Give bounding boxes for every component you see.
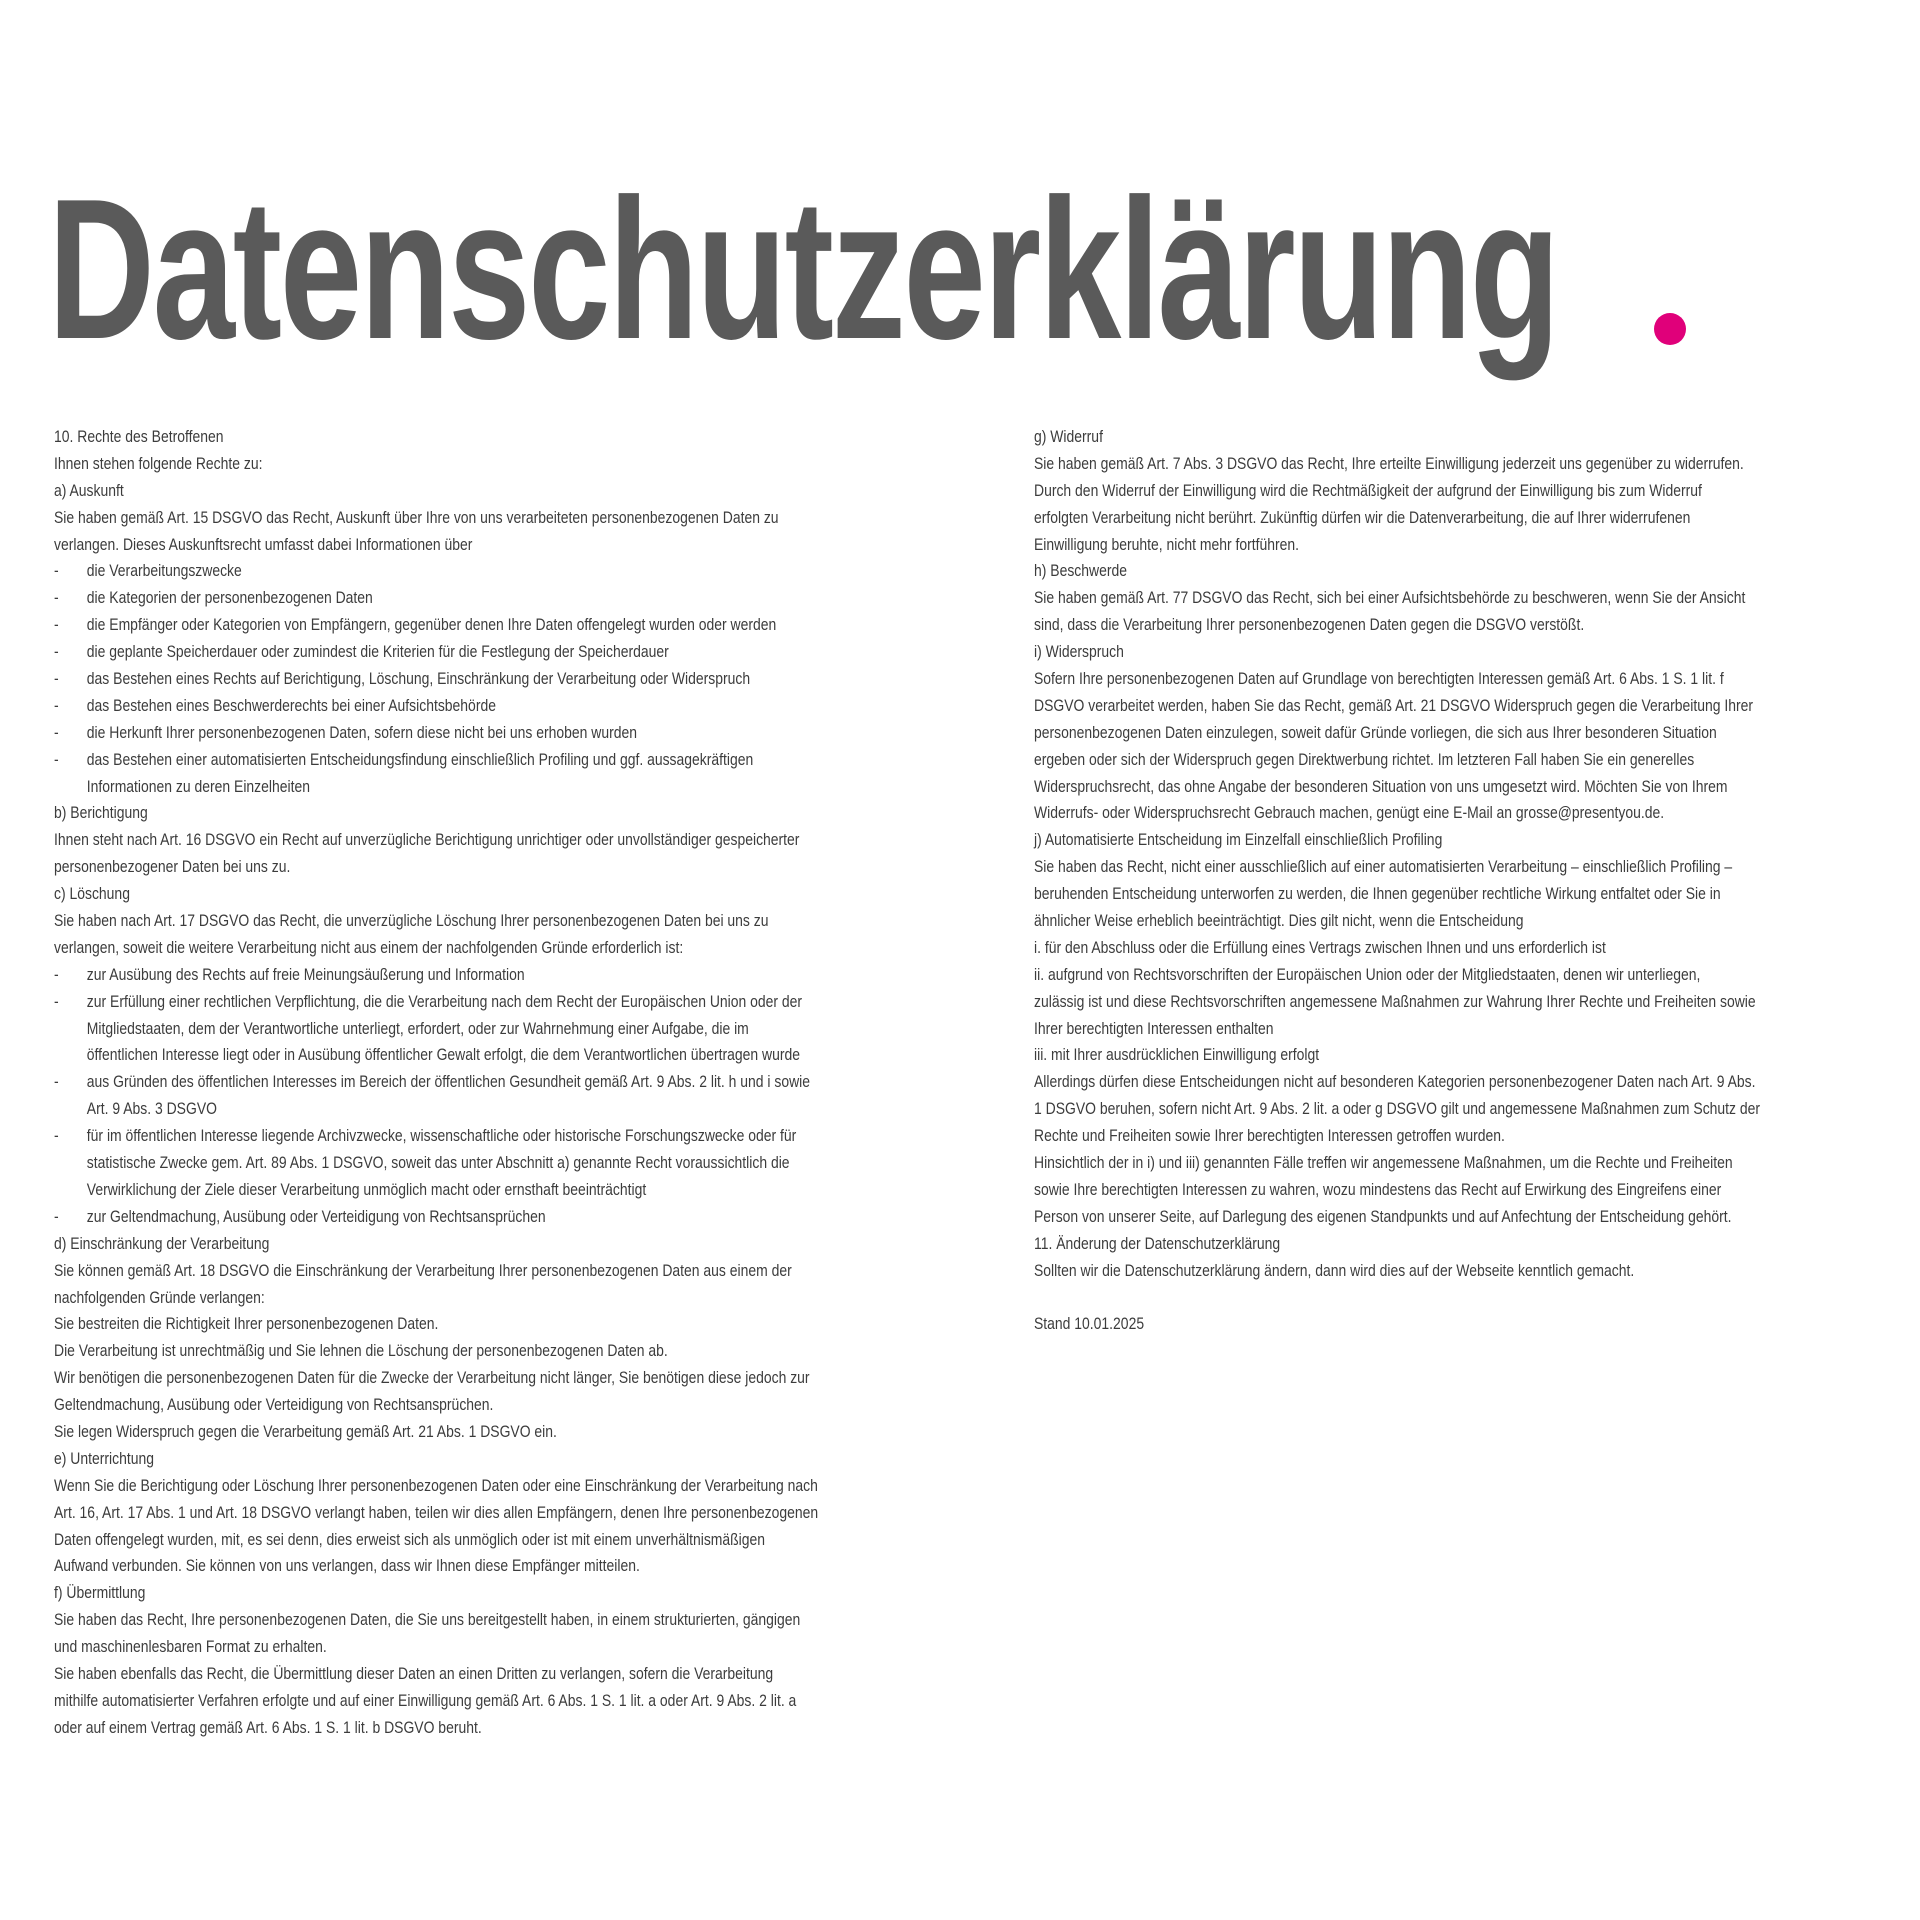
- text-line: Sie haben gemäß Art. 15 DSGVO das Recht, Auskunft über Ihre von uns verarbeiteten personenbezogenen Daten zu: [54, 507, 779, 527]
- list-item-text: das Bestehen einer automatisierten Entscheidungsfindung einschließlich Profiling und ggf. aussagekräftigen: [86, 749, 754, 769]
- list-item: [54, 747, 979, 774]
- bullet-dash: -: [54, 991, 59, 1011]
- bullet-dash: -: [54, 588, 59, 608]
- text-line: Sie bestreiten die Richtigkeit Ihrer personenbezogenen Daten.: [54, 1314, 439, 1334]
- right-text-column: [1034, 424, 1885, 1338]
- list-item-text: die Verarbeitungszwecke: [86, 561, 242, 581]
- text-line: g) Widerruf: [1034, 427, 1103, 446]
- accent-dot: [1654, 313, 1686, 345]
- text-line: verlangen, soweit die weitere Verarbeitung nicht aus einem der nachfolgenden Gründe erforderlich ist:: [54, 937, 684, 957]
- text-line: Sollten wir die Datenschutzerklärung ändern, dann wird dies auf der Webseite kenntlich gemacht.: [1034, 1260, 1635, 1280]
- text-line: zulässig ist und diese Rechtsvorschriften angemessene Maßnahmen zur Wahrung Ihrer Rechte und Freiheiten sowie: [1034, 991, 1756, 1011]
- list-item-continuation: Verwirklichung der Ziele dieser Verarbeitung unmöglich macht oder ernsthaft beeinträchtigt: [86, 1179, 647, 1199]
- text-line: Rechte und Freiheiten sowie Ihrer berechtigten Interessen getroffen wurden.: [1034, 1126, 1505, 1146]
- list-item: [54, 693, 979, 720]
- list-item-text: das Bestehen eines Beschwerderechts bei einer Aufsichtsbehörde: [86, 695, 496, 715]
- bullet-dash: -: [54, 695, 59, 715]
- text-line: Aufwand verbunden. Sie können von uns verlangen, dass wir Ihnen diese Empfänger mitteilen.: [54, 1556, 640, 1576]
- list-item: [54, 666, 979, 693]
- text-line: Sie haben ebenfalls das Recht, die Übermittlung dieser Daten an einen Dritten zu verlangen, sofern die Verarbeitung: [54, 1663, 774, 1683]
- text-line: iii. mit Ihrer ausdrücklichen Einwilligung erfolgt: [1034, 1045, 1320, 1065]
- text-line: a) Auskunft: [54, 480, 124, 500]
- text-line: i. für den Abschluss oder die Erfüllung eines Vertrags zwischen Ihnen und uns erforderlich ist: [1034, 937, 1606, 957]
- list-item-text: die geplante Speicherdauer oder zumindest die Kriterien für die Festlegung der Speicherdauer: [86, 642, 669, 662]
- text-line: Person von unserer Seite, auf Darlegung des eigenen Standpunkts und auf Anfechtung der Entscheidung gehört.: [1034, 1206, 1732, 1226]
- text-line: Durch den Widerruf der Einwilligung wird die Rechtmäßigkeit der aufgrund der Einwilligung bis zum Widerruf: [1034, 480, 1702, 500]
- list-item-continuation: statistische Zwecke gem. Art. 89 Abs. 1 DSGVO, soweit das unter Abschnitt a) genannte Recht voraussichtlich die: [86, 1153, 790, 1173]
- text-line: Sie können gemäß Art. 18 DSGVO die Einschränkung der Verarbeitung Ihrer personenbezogenen Daten aus einem der: [54, 1260, 792, 1280]
- text-line: 11. Änderung der Datenschutzerklärung: [1034, 1233, 1281, 1253]
- bullet-dash: -: [54, 615, 59, 635]
- text-line: erfolgten Verarbeitung nicht berührt. Zukünftig dürfen wir die Datenverarbeitung, die auf Ihrer widerrufenen: [1034, 507, 1691, 527]
- bullet-dash: -: [54, 964, 59, 984]
- text-line: Die Verarbeitung ist unrechtmäßig und Sie lehnen die Löschung der personenbezogenen Daten ab.: [54, 1341, 668, 1361]
- list-item-text: zur Erfüllung einer rechtlichen Verpflichtung, die die Verarbeitung nach dem Recht der Europäischen Union oder der: [86, 991, 803, 1011]
- text-line: Widerspruchsrecht, das ohne Angabe der besonderen Situation von uns umgesetzt wird. Möchten Sie von Ihrem: [1034, 776, 1728, 796]
- list-item: [54, 1069, 979, 1096]
- bullet-dash: -: [54, 561, 59, 581]
- text-line: e) Unterrichtung: [54, 1448, 154, 1468]
- list-item: [54, 585, 979, 612]
- list-item-text: zur Geltendmachung, Ausübung oder Verteidigung von Rechtsansprüchen: [86, 1206, 546, 1226]
- text-line: Einwilligung beruhte, nicht mehr fortführen.: [1034, 534, 1300, 554]
- list-item-continuation: öffentlichen Interesse liegt oder in Ausübung öffentlicher Gewalt erfolgt, die dem Verantwortlichen übertragen wurde: [86, 1045, 800, 1065]
- text-line: verlangen. Dieses Auskunftsrecht umfasst dabei Informationen über: [54, 534, 473, 554]
- spacer: [1034, 1285, 1885, 1312]
- text-line: Daten offengelegt wurden, mit, es sei denn, dies erweist sich als unmöglich oder ist mit einem unverhältnismäßigen: [54, 1529, 766, 1549]
- text-line: und maschinenlesbaren Format zu erhalten.: [54, 1637, 327, 1657]
- list-item-continuation: Informationen zu deren Einzelheiten: [86, 776, 310, 796]
- list-item: [54, 639, 979, 666]
- text-line: mithilfe automatisierter Verfahren erfolgte und auf einer Einwilligung gemäß Art. 6 Abs. 1 S. 1 lit. a oder Art. 9 Abs. 2 lit. a: [54, 1690, 797, 1710]
- text-line: Geltendmachung, Ausübung oder Verteidigung von Rechtsansprüchen.: [54, 1395, 494, 1415]
- text-line: Sofern Ihre personenbezogenen Daten auf Grundlage von berechtigten Interessen gemäß Art. 6 Abs. 1 S. 1 lit. f: [1034, 669, 1724, 689]
- text-line: ii. aufgrund von Rechtsvorschriften der Europäischen Union oder der Mitgliedstaaten, denen wir unterliegen,: [1034, 964, 1701, 984]
- text-line: oder auf einem Vertrag gemäß Art. 6 Abs. 1 S. 1 lit. b DSGVO beruht.: [54, 1717, 482, 1737]
- text-line: Ihnen stehen folgende Rechte zu:: [54, 453, 263, 473]
- text-line: h) Beschwerde: [1034, 561, 1127, 581]
- text-line: ergeben oder sich der Widerspruch gegen Direktwerbung richtet. Im letzteren Fall haben Sie ein generelles: [1034, 749, 1695, 769]
- text-line: sowie Ihre berechtigten Interessen zu wahren, wozu mindestens das Recht auf Erwirkung des Eingreifens einer: [1034, 1179, 1722, 1199]
- list-item: [54, 720, 979, 747]
- text-line: Widerrufs- oder Widerspruchsrecht Gebrauch machen, genügt eine E-Mail an grosse@presentyou.de.: [1034, 803, 1665, 823]
- text-line: Sie haben gemäß Art. 77 DSGVO das Recht, sich bei einer Aufsichtsbehörde zu beschweren, wenn Sie der Ansicht: [1034, 588, 1746, 608]
- list-item-text: zur Ausübung des Rechts auf freie Meinungsäußerung und Information: [86, 964, 525, 984]
- bullet-dash: -: [54, 722, 59, 742]
- list-item: [54, 1123, 979, 1150]
- text-line: Hinsichtlich der in i) und iii) genannten Fälle treffen wir angemessene Maßnahmen, um die Rechte und Freiheiten: [1034, 1153, 1733, 1173]
- bullet-dash: -: [54, 669, 59, 689]
- text-line: c) Löschung: [54, 884, 130, 904]
- text-line: personenbezogenen Daten einzulegen, soweit dafür Gründe vorliegen, die sich aus Ihrer besonderen Situation: [1034, 722, 1717, 742]
- text-line: Wenn Sie die Berichtigung oder Löschung Ihrer personenbezogenen Daten oder eine Einschränkung der Verarbeitung nach: [54, 1475, 818, 1495]
- text-line: Wir benötigen die personenbezogenen Daten für die Zwecke der Verarbeitung nicht länger, Sie benötigen diese jedoch zur: [54, 1368, 810, 1388]
- list-item: [54, 558, 979, 585]
- list-item-continuation: Mitgliedstaaten, dem der Verantwortliche unterliegt, erfordert, oder zur Wahrnehmung einer Aufgabe, die im: [86, 1018, 749, 1038]
- text-line: Sie haben das Recht, Ihre personenbezogenen Daten, die Sie uns bereitgestellt haben, in einem strukturierten, gängigen: [54, 1610, 801, 1630]
- text-line: Allerdings dürfen diese Entscheidungen nicht auf besonderen Kategorien personenbezogener Daten nach Art. 9 Abs.: [1034, 1072, 1756, 1092]
- text-line: j) Automatisierte Entscheidung im Einzelfall einschließlich Profiling: [1034, 830, 1443, 850]
- bullet-dash: -: [54, 749, 59, 769]
- bullet-dash: -: [54, 1206, 59, 1226]
- list-item-text: die Kategorien der personenbezogenen Daten: [86, 588, 373, 608]
- list-item-text: das Bestehen eines Rechts auf Berichtigung, Löschung, Einschränkung der Verarbeitung oder Widerspruch: [86, 669, 751, 689]
- text-line: Sie haben das Recht, nicht einer ausschließlich auf einer automatisierten Verarbeitung – einschließlich Profiling –: [1034, 857, 1733, 877]
- text-line: f) Übermittlung: [54, 1583, 146, 1603]
- text-line: Sie haben gemäß Art. 7 Abs. 3 DSGVO das Recht, Ihre erteilte Einwilligung jederzeit uns gegenüber zu widerrufen.: [1034, 453, 1744, 473]
- bullet-dash: -: [54, 1126, 59, 1146]
- text-line: personenbezogener Daten bei uns zu.: [54, 857, 291, 877]
- text-line: b) Berichtigung: [54, 803, 148, 823]
- text-line: ähnlicher Weise erheblich beeinträchtigt. Dies gilt nicht, wenn die Entscheidung: [1034, 911, 1524, 931]
- left-text-column: [54, 424, 979, 1742]
- list-item-text: die Empfänger oder Kategorien von Empfängern, gegenüber denen Ihre Daten offengelegt wurden oder werden: [86, 615, 777, 635]
- text-line: Sie haben nach Art. 17 DSGVO das Recht, die unverzügliche Löschung Ihrer personenbezogenen Daten bei uns zu: [54, 911, 769, 931]
- text-line: sind, dass die Verarbeitung Ihrer personenbezogenen Daten gegen die DSGVO verstößt.: [1034, 615, 1585, 635]
- text-line: Sie legen Widerspruch gegen die Verarbeitung gemäß Art. 21 Abs. 1 DSGVO ein.: [54, 1421, 557, 1441]
- list-item-continuation: Art. 9 Abs. 3 DSGVO: [86, 1099, 217, 1119]
- text-line: d) Einschränkung der Verarbeitung: [54, 1233, 270, 1253]
- text-line: Stand 10.01.2025: [1034, 1314, 1145, 1334]
- bullet-dash: -: [54, 642, 59, 662]
- text-line: Ihnen steht nach Art. 16 DSGVO ein Recht auf unverzügliche Berichtigung unrichtiger oder unvollständiger gespeicherter: [54, 830, 800, 850]
- list-item-text: die Herkunft Ihrer personenbezogenen Daten, sofern diese nicht bei uns erhoben wurden: [86, 722, 638, 742]
- text-line: DSGVO verarbeitet werden, haben Sie das Recht, gemäß Art. 21 DSGVO Widerspruch gegen die Verarbeitung Ihrer: [1034, 695, 1754, 715]
- list-item: [54, 1204, 979, 1231]
- text-line: beruhenden Entscheidung unterworfen zu werden, die Ihnen gegenüber rechtliche Wirkung entfaltet oder Sie in: [1034, 884, 1721, 904]
- list-item: [54, 612, 979, 639]
- list-item: [54, 962, 979, 989]
- text-line: nachfolgenden Gründe verlangen:: [54, 1287, 265, 1307]
- bullet-dash: -: [54, 1072, 59, 1092]
- text-line: 1 DSGVO beruhen, sofern nicht Art. 9 Abs. 2 lit. a oder g DSGVO gilt und angemessene Maßnahmen zum Schutz der: [1034, 1099, 1761, 1119]
- page-title: Datenschutzerklärung: [48, 158, 1558, 381]
- text-line: 10. Rechte des Betroffenen: [54, 427, 224, 446]
- text-line: Art. 16, Art. 17 Abs. 1 und Art. 18 DSGVO verlangt haben, teilen wir dies allen Empfängern, denen Ihre personenbezogenen: [54, 1502, 819, 1522]
- list-item: [54, 989, 979, 1016]
- text-line: i) Widerspruch: [1034, 642, 1124, 662]
- list-item-text: für im öffentlichen Interesse liegende Archivzwecke, wissenschaftliche oder historische Forschungszwecke oder für: [86, 1126, 797, 1146]
- list-item-text: aus Gründen des öffentlichen Interesses im Bereich der öffentlichen Gesundheit gemäß Art. 9 Abs. 2 lit. h und i sowie: [86, 1072, 811, 1092]
- text-line: Ihrer berechtigten Interessen enthalten: [1034, 1018, 1274, 1038]
